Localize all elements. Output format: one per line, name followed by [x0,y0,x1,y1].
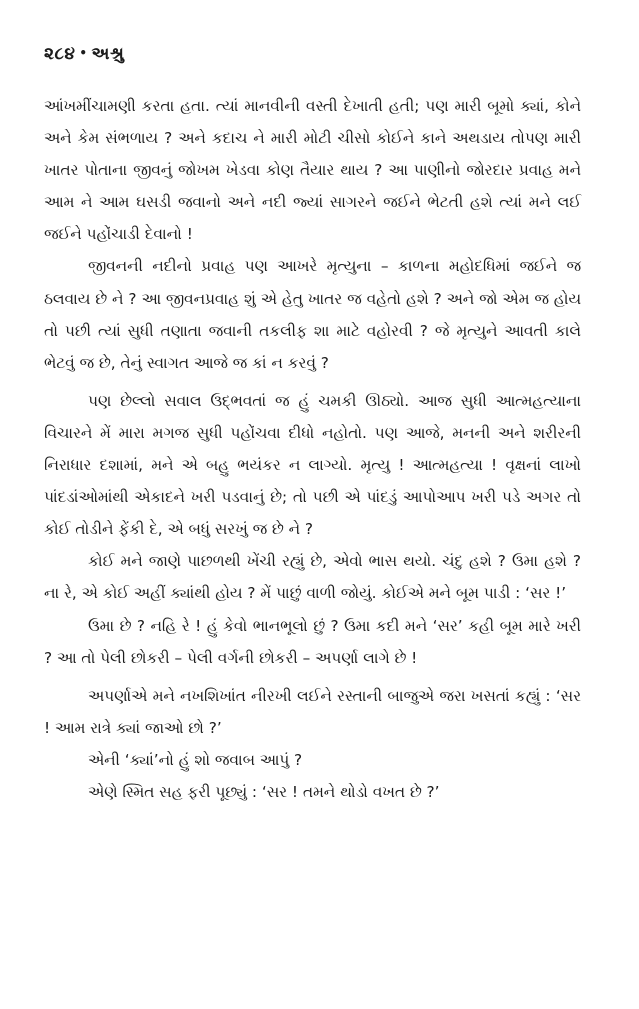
paragraph-7: એની ‘ક્યાં’નો હું શો જવાબ આપું ? [88,750,303,769]
paragraph-5: ઉમા છે ? નહિ રે ! હું કેવો ભાનભૂલો છું ? ઉમા કદી મને ‘સર’ કહી બૂમ મારે ખરી ? આ તો પેલી છોકરી – પેલી વર્ગની છોકરી – અપર્ણા લાગે છે ! [44,616,581,667]
book-title: અશ્રુ [91,44,125,64]
paragraph-4: કોઈ મને જાણે પાછળથી ખેંચી રહ્યું છે, એવો ભાસ થયો. ચંદુ હશે ? ઉમા હશે ? ના રે, એ કોઈ અહીં ક્યાંથી હોય ? મેં પાછું વાળી જોયું. કોઈએ મને બૂમ પાડી : ‘સર !’ [44,552,581,603]
header-separator: • [79,46,88,60]
page-number: ૨૮૪ [44,44,76,64]
paragraph-2: જીવનની નદીનો પ્રવાહ પણ આખરે મૃત્યુના – કાળના મહોદધિમાં જઈને જ ઠલવાય છે ને ? આ જીવનપ્રવાહ શું એ હેતુ ખાતર જ વહેતો હશે ? અને જો એમ જ હોય તો પછી ત્યાં સુધી તણાતા જવાની તકલીફ શા માટે વહોરવી ? જે મૃત્યુને આવતી કાલે ભેટવું જ છે, તેનું સ્વાગત આજે જ કાં ન કરવું ? [44,257,581,372]
paragraph-1: આંખમીંચામણી કરતા હતા. ત્યાં માનવીની વસ્તી દેખાતી હતી; પણ મારી બૂમો ક્યાં, કોને અને કેમ સંભળાય ? અને કદાચ ને મારી મોટી ચીસો કોઈને કાને અથડાય તોપણ મારી ખાતર પોતાના જીવનું જોખમ ખેડવા કોણ તૈયાર થાય ? આ પાણીનો જોરદાર પ્રવાહ મને આમ ને આમ ઘસડી જવાનો અને નદી જ્યાં સાગરને જઈને ભેટતી હશે ત્યાં મને લઈ જઈને પહોંચાડી દેવાનો ! [44,97,581,244]
paragraph-3: પણ છેલ્લો સવાલ ઉદ્‌ભવતાં જ હું ચમકી ઊઠ્યો. આજ સુધી આત્મહત્યાના વિચારને મેં મારા મગજ સુધી પહોંચવા દીધો નહોતો. પણ આજે, મનની અને શરીરની નિરાધાર દશામાં, મને એ બહુ ભયંકર ન લાગ્યો. મૃત્યુ ! આત્મહત્યા ! વૃક્ષનાં લાખો પાંદડાંઓમાંથી એકાદને ખરી પડવાનું છે; તો પછી એ પાંદડું આપોઆપ ખરી પડે અગર તો કોઈ તોડીને ફેંકી દે, એ બધું સરખું જ છે ને ? [44,391,581,539]
paragraph-6: અપર્ણાએ મને નખશિખાંત નીરખી લઈને રસ્તાની બાજુએ જરા ખસતાં કહ્યું : ‘સર ! આમ રાત્રે ક્યાં જાઓ છો ?’ [44,686,581,737]
body-text [44,90,581,808]
paragraph-8: એણે સ્મિત સહ ફરી પૂછ્યું : ‘સર ! તમને થોડો વખત છે ?’ [88,782,440,801]
running-head [44,44,581,64]
